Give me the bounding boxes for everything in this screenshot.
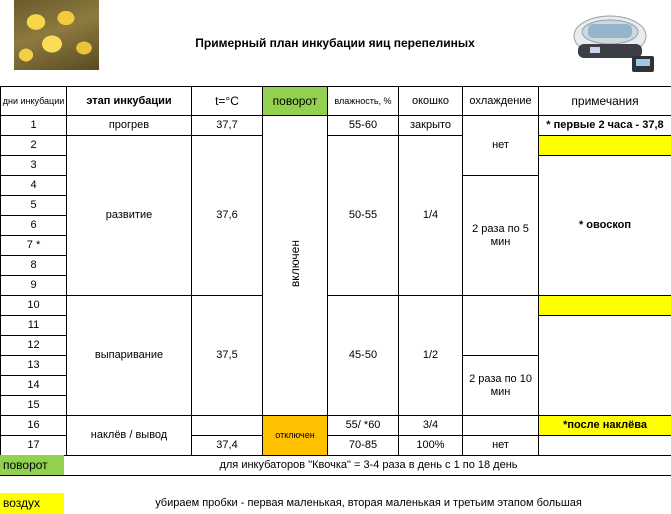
incubation-table [0, 86, 671, 456]
note-highlight [539, 136, 671, 156]
day-cell: 3 [1, 156, 67, 176]
day-cell: 5 [1, 196, 67, 216]
window-cell: 100% [399, 436, 463, 456]
day-cell: 12 [1, 336, 67, 356]
footer-air-label: воздух [0, 493, 64, 514]
header-humidity: влажность, % [328, 87, 399, 116]
stage-development: развитие [67, 136, 192, 296]
stage-hatch: наклёв / вывод [67, 416, 192, 456]
day-cell: 10 [1, 296, 67, 316]
humidity-cell: 50-55 [328, 136, 399, 296]
cooling-cell: 2 раза по 10 мин [463, 356, 539, 416]
cooling-cell: нет [463, 116, 539, 176]
footer-turn-row [0, 455, 671, 476]
window-cell: закрыто [399, 116, 463, 136]
temp-cell: 37,7 [192, 116, 263, 136]
humidity-cell: 45-50 [328, 296, 399, 416]
day-cell: 16 [1, 416, 67, 436]
window-cell: 3/4 [399, 416, 463, 436]
cooling-empty [463, 416, 539, 436]
note-empty [539, 436, 671, 456]
cooling-cell: нет [463, 436, 539, 456]
turn-on-cell [263, 116, 328, 416]
footer-turn-label: поворот [0, 455, 64, 475]
temp-empty [192, 416, 263, 436]
note-empty [539, 316, 671, 416]
day-cell: 9 [1, 276, 67, 296]
footer-air-text: убираем пробки - первая маленькая, вторая маленькая и третьим этапом большая [155, 497, 582, 509]
window-cell: 1/4 [399, 136, 463, 296]
header-stage: этап инкубации [67, 87, 192, 116]
header-temp: t=°С [192, 87, 263, 116]
humidity-cell: 55/ *60 [328, 416, 399, 436]
note-cell: * первые 2 часа - 37,8 [539, 116, 671, 136]
footer-air-row [0, 493, 671, 514]
day-cell: 13 [1, 356, 67, 376]
turn-off-cell: отключен [263, 416, 328, 456]
page-title: Примерный план инкубации яиц перепелиных [195, 36, 475, 50]
header-cooling: охлаждение [463, 87, 539, 116]
temp-cell: 37,6 [192, 136, 263, 296]
day-cell: 15 [1, 396, 67, 416]
day-cell: 17 [1, 436, 67, 456]
footer-turn-text: для инкубаторов "Квочка" = 3-4 раза в день с 1 по 18 день [219, 459, 518, 471]
day-cell: 11 [1, 316, 67, 336]
humidity-cell: 70-85 [328, 436, 399, 456]
cooling-cell: 2 раза по 5 мин [463, 176, 539, 296]
day-cell: 14 [1, 376, 67, 396]
note-highlight [539, 296, 671, 316]
header-notes: примечания [539, 87, 671, 116]
day-cell: 8 [1, 256, 67, 276]
day-cell: 2 [1, 136, 67, 156]
header-day: дни инкубации [1, 87, 67, 116]
header-row [1, 87, 671, 116]
temp-cell: 37,4 [192, 436, 263, 456]
note-cell: *после наклёва [539, 416, 671, 436]
temp-cell: 37,5 [192, 296, 263, 416]
day-cell: 1 [1, 116, 67, 136]
day-cell: 4 [1, 176, 67, 196]
header-turn: поворот [263, 87, 328, 116]
turn-on-label: включен [287, 239, 302, 288]
window-cell: 1/2 [399, 296, 463, 416]
stage-warmup: прогрев [67, 116, 192, 136]
header-window: окошко [399, 87, 463, 116]
day-cell: 6 [1, 216, 67, 236]
incubator-photo [570, 6, 660, 81]
day-cell: 7 * [1, 236, 67, 256]
humidity-cell: 55-60 [328, 116, 399, 136]
stage-evaporation: выпаривание [67, 296, 192, 416]
note-cell: * овоскоп [539, 156, 671, 296]
chicks-photo [14, 0, 99, 70]
cooling-empty [463, 296, 539, 356]
